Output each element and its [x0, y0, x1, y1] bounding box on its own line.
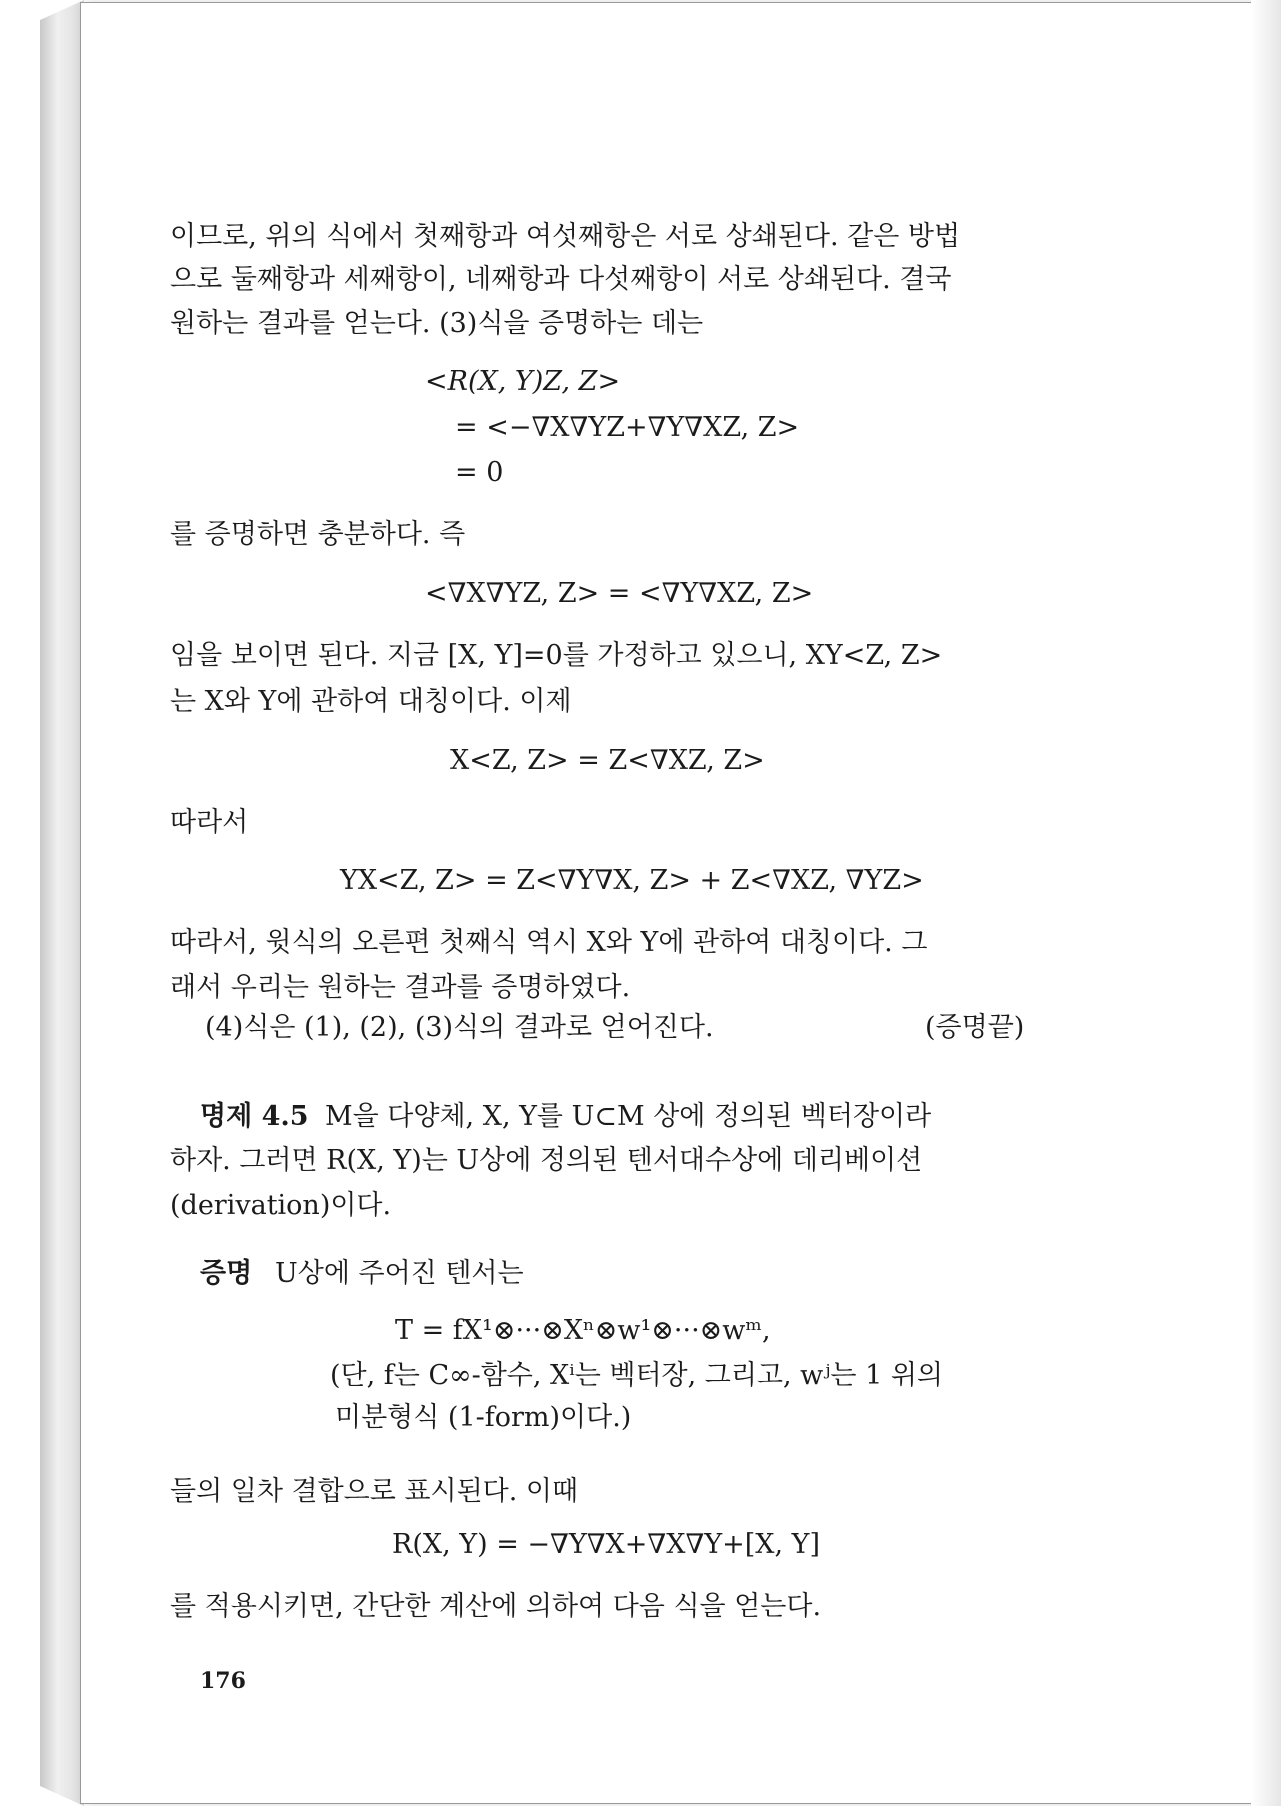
proof-end-mark: (증명끝): [925, 1012, 1025, 1043]
paragraph-line: (단, f는 C∞-함수, Xⁱ는 벡터장, 그리고, wʲ는 1 위의: [330, 1360, 944, 1391]
paragraph-line: 따라서, 윗식의 오른편 첫째식 역시 X와 Y에 관하여 대칭이다. 그: [170, 927, 928, 958]
paragraph-line: U상에 주어진 텐서는: [275, 1258, 524, 1289]
paragraph-line: 미분형식 (1-form)이다.): [335, 1402, 632, 1433]
page-edge-shadow: [1251, 0, 1281, 1806]
paragraph-line: 으로 둘째항과 세째항이, 네째항과 다섯째항이 서로 상쇄된다. 결국: [170, 264, 952, 295]
paragraph-line: 임을 보이면 된다. 지금 [X, Y]=0를 가정하고 있으니, XY<Z, Z>: [170, 640, 943, 671]
paragraph-line: 원하는 결과를 얻는다. (3)식을 증명하는 데는: [170, 308, 704, 339]
equation-line: = 0: [455, 457, 504, 488]
equation-line: <∇X∇YZ, Z> = <∇Y∇XZ, Z>: [425, 578, 814, 609]
paragraph-line: 하자. 그러면 R(X, Y)는 U상에 정의된 텐서대수상에 데리베이션: [170, 1145, 923, 1176]
paragraph-line: 따라서: [170, 807, 249, 838]
equation-line: <R(X, Y)Z, Z>: [425, 366, 621, 397]
paragraph-line: 들의 일차 결합으로 표시된다. 이때: [170, 1476, 579, 1507]
paragraph-line: 를 적용시키면, 간단한 계산에 의하여 다음 식을 얻는다.: [170, 1591, 822, 1622]
paragraph-line: (derivation)이다.: [170, 1190, 392, 1221]
equation-line: = <−∇X∇YZ+∇Y∇XZ, Z>: [455, 412, 800, 443]
paragraph-line: 는 X와 Y에 관하여 대칭이다. 이제: [170, 686, 572, 717]
equation-line: T = fX¹⊗···⊗Xⁿ⊗w¹⊗···⊗wᵐ,: [395, 1315, 771, 1346]
equation-line: X<Z, Z> = Z<∇XZ, Z>: [450, 745, 765, 776]
paragraph-line: M을 다양체, X, Y를 U⊂M 상에 정의된 벡터장이라: [325, 1101, 932, 1132]
proposition-label: 명제 4.5: [200, 1101, 309, 1132]
paragraph-line: (4)식은 (1), (2), (3)식의 결과로 얻어진다.: [205, 1012, 714, 1043]
paragraph-line: 이므로, 위의 식에서 첫째항과 여섯째항은 서로 상쇄된다. 같은 방법: [170, 221, 961, 252]
paragraph-line: 를 증명하면 충분하다. 즉: [170, 519, 466, 550]
proof-label: 증명: [200, 1258, 253, 1289]
book-spine: [40, 0, 84, 1806]
paragraph-line: 래서 우리는 원하는 결과를 증명하였다.: [170, 972, 631, 1003]
equation-line: R(X, Y) = −∇Y∇X+∇X∇Y+[X, Y]: [392, 1529, 821, 1560]
page-number: 176: [200, 1668, 246, 1694]
equation-line: YX<Z, Z> = Z<∇Y∇X, Z> + Z<∇XZ, ∇YZ>: [340, 865, 924, 896]
